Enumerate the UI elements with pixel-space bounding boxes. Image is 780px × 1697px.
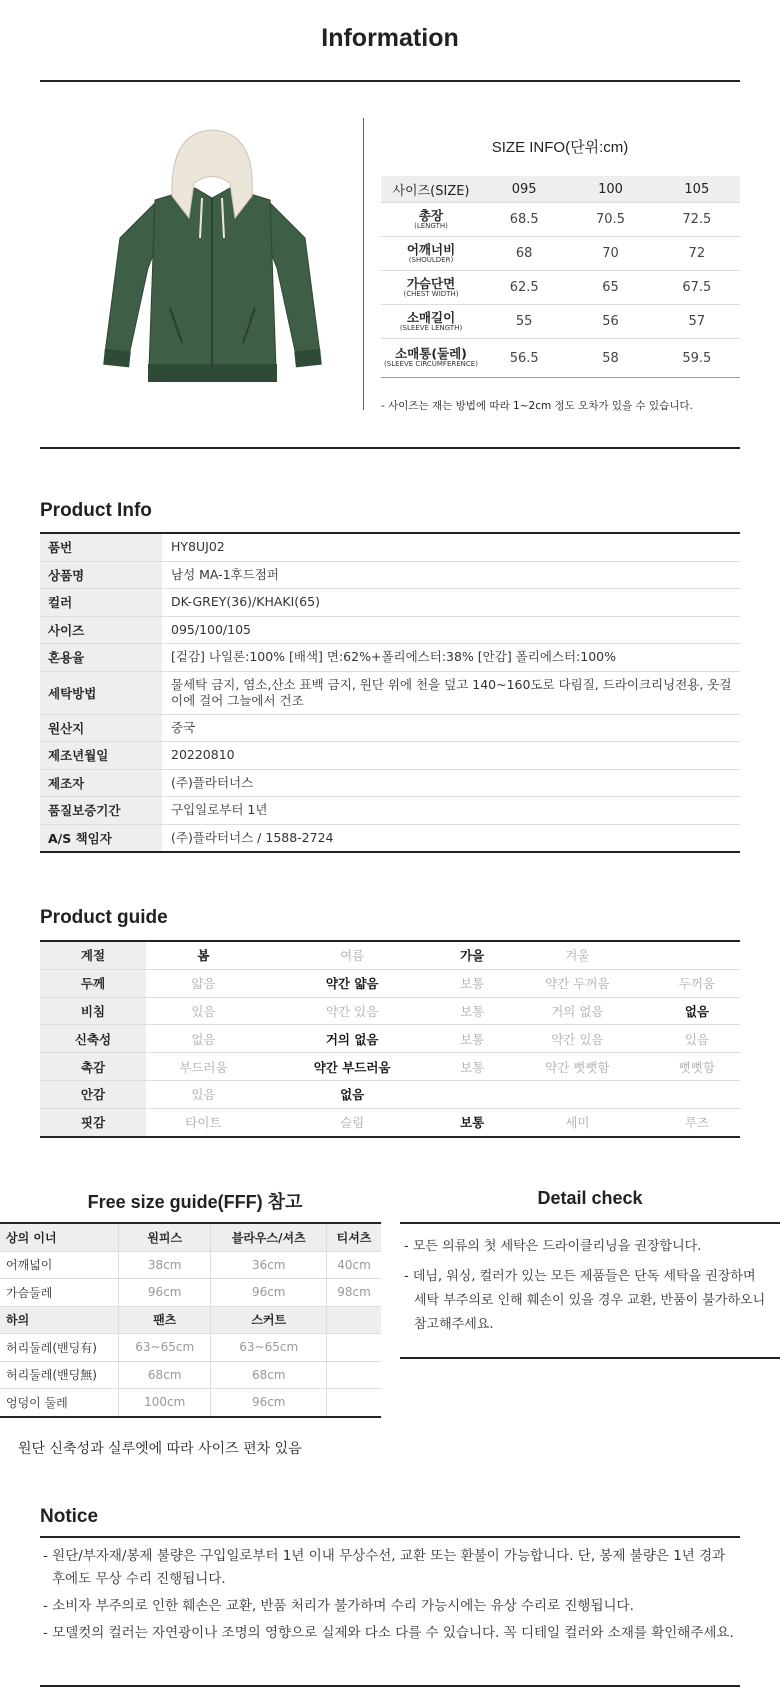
free-size-row bbox=[0, 1279, 381, 1307]
product-guide-option bbox=[654, 1080, 740, 1108]
free-size-note: 원단 신축성과 실루엣에 따라 사이즈 편차 있음 bbox=[18, 1441, 302, 1457]
product-guide-option: 거의 없음 bbox=[261, 1025, 444, 1053]
product-guide-option: 세미 bbox=[501, 1108, 654, 1136]
product-info-row bbox=[40, 616, 740, 644]
product-guide-option: 있음 bbox=[146, 1080, 261, 1108]
product-guide-option: 약간 있음 bbox=[261, 997, 444, 1025]
size-row-label-en: (SLEEVE LENGTH) bbox=[399, 323, 463, 332]
product-info-value: [겉감] 나일론:100% [배색] 면:62%+폴리에스터:38% [안감] 폴리에스터:100% bbox=[163, 644, 741, 672]
free-size-cell: 하의 bbox=[0, 1306, 119, 1334]
free-size-cell bbox=[327, 1306, 381, 1334]
size-value-cell: 68.5 bbox=[481, 203, 567, 237]
free-size-cell: 96cm bbox=[211, 1279, 327, 1307]
notice-top-rule bbox=[40, 1536, 740, 1538]
size-value-cell: 57 bbox=[654, 305, 740, 339]
size-value-cell: 72 bbox=[654, 237, 740, 271]
size-row bbox=[381, 203, 740, 237]
size-value-cell: 56 bbox=[567, 305, 653, 339]
product-guide-option: 두꺼움 bbox=[654, 969, 740, 997]
product-guide-row bbox=[40, 969, 740, 997]
free-size-cell bbox=[327, 1389, 381, 1417]
product-guide-option: 얇음 bbox=[146, 969, 261, 997]
size-value-cell: 67.5 bbox=[654, 271, 740, 305]
product-info-key: 컬러 bbox=[40, 589, 163, 617]
free-size-cell: 팬츠 bbox=[119, 1306, 211, 1334]
free-size-cell: 96cm bbox=[211, 1389, 327, 1417]
product-guide-option bbox=[654, 941, 740, 969]
free-size-guide-title: Free size guide(FFF) 참고 bbox=[87, 1192, 303, 1212]
product-info-value: 물세탁 금지, 염소,산소 표백 금지, 원단 위에 천을 덮고 140~160도로 다림질, 드라이크리닝전용, 옷걸이에 걸어 그늘에서 건조 bbox=[163, 671, 741, 714]
product-guide-option: 타이트 bbox=[146, 1108, 261, 1136]
product-guide-option: 약간 얇음 bbox=[261, 969, 444, 997]
product-guide-table bbox=[40, 940, 740, 1138]
size-value-cell: 70.5 bbox=[567, 203, 653, 237]
product-info-key: 상품명 bbox=[40, 561, 163, 589]
right-cuff bbox=[294, 349, 322, 368]
size-row-label-en: (LENGTH) bbox=[414, 221, 448, 230]
size-value-cell: 70 bbox=[567, 237, 653, 271]
free-size-cell: 68cm bbox=[119, 1361, 211, 1389]
left-cuff bbox=[103, 349, 131, 368]
free-size-cell: 98cm bbox=[327, 1279, 381, 1307]
product-info-value: DK-GREY(36)/KHAKI(65) bbox=[163, 589, 741, 617]
detail-check-top-rule bbox=[400, 1222, 780, 1224]
product-info-title: Product Info bbox=[40, 500, 152, 521]
product-guide-row bbox=[40, 941, 740, 969]
product-guide-option: 있음 bbox=[654, 1025, 740, 1053]
free-size-cell: 어깨넓이 bbox=[0, 1251, 119, 1279]
product-guide-row bbox=[40, 1053, 740, 1081]
product-guide-option: 약간 있음 bbox=[501, 1025, 654, 1053]
product-guide-key: 비침 bbox=[40, 997, 146, 1025]
product-info-key: 제조자 bbox=[40, 769, 163, 797]
notice-list bbox=[40, 1545, 740, 1649]
product-info-row bbox=[40, 742, 740, 770]
free-size-cell: 엉덩이 둘레 bbox=[0, 1389, 119, 1417]
product-info-key: 품질보증기간 bbox=[40, 797, 163, 825]
information-top-rule bbox=[40, 80, 740, 82]
notice-item: - 소비자 부주의로 인한 훼손은 교환, 반품 처리가 불가하며 수리 가능시에는 유상 수리로 진행됩니다. bbox=[43, 1598, 634, 1614]
product-guide-option: 여름 bbox=[261, 941, 444, 969]
detail-check-bottom-rule bbox=[400, 1357, 780, 1359]
size-value-cell: 72.5 bbox=[654, 203, 740, 237]
size-row-label-ko: 소매길이 bbox=[406, 309, 456, 325]
product-info-value: 남성 MA-1후드점퍼 bbox=[163, 561, 741, 589]
size-row-label bbox=[381, 305, 481, 339]
size-row-label-ko: 총장 bbox=[418, 207, 444, 223]
information-divider bbox=[363, 118, 364, 410]
product-info-key: 원산지 bbox=[40, 714, 163, 742]
product-info-row bbox=[40, 714, 740, 742]
information-bottom-rule bbox=[40, 447, 740, 449]
size-row bbox=[381, 271, 740, 305]
product-info-row bbox=[40, 644, 740, 672]
free-size-cell: 티셔츠 bbox=[327, 1223, 381, 1251]
detail-check-item: - 모든 의류의 첫 세탁은 드라이클리닝을 권장합니다. bbox=[404, 1239, 702, 1254]
size-header-cell: 100 bbox=[567, 176, 653, 203]
free-size-cell bbox=[327, 1334, 381, 1362]
product-guide-option: 겨울 bbox=[501, 941, 654, 969]
size-row-label-en: (CHEST WIDTH) bbox=[403, 289, 459, 298]
free-size-cell bbox=[327, 1361, 381, 1389]
size-row-label-en: (SLEEVE CIRCUMFERENCE) bbox=[384, 360, 478, 369]
product-guide-row bbox=[40, 997, 740, 1025]
product-guide-option: 루즈 bbox=[654, 1108, 740, 1136]
notice-item: - 모델컷의 컬러는 자연광이나 조명의 영향으로 실제와 다소 다를 수 있습니다. 꼭 디테일 컬러와 소재를 확인해주세요. bbox=[43, 1625, 734, 1641]
product-info-row bbox=[40, 561, 740, 589]
free-size-row bbox=[0, 1361, 381, 1389]
free-size-cell: 스커트 bbox=[211, 1306, 327, 1334]
product-guide-row bbox=[40, 1025, 740, 1053]
size-row-label-ko: 어깨너비 bbox=[406, 241, 456, 257]
product-guide-option: 약간 두꺼움 bbox=[501, 969, 654, 997]
detail-check-title: Detail check bbox=[537, 1188, 643, 1208]
product-info-row bbox=[40, 797, 740, 825]
free-size-cell: 63~65cm bbox=[211, 1334, 327, 1362]
size-row bbox=[381, 237, 740, 271]
product-guide-option: 있음 bbox=[146, 997, 261, 1025]
product-guide-title: Product guide bbox=[40, 907, 168, 928]
size-value-cell: 65 bbox=[567, 271, 653, 305]
size-value-cell: 56.5 bbox=[481, 339, 567, 378]
size-value-cell: 59.5 bbox=[654, 339, 740, 378]
free-size-cell: 96cm bbox=[119, 1279, 211, 1307]
product-info-value: HY8UJ02 bbox=[163, 533, 741, 561]
product-info-key: 품번 bbox=[40, 533, 163, 561]
product-guide-option: 없음 bbox=[261, 1080, 444, 1108]
product-guide-option: 약간 부드러움 bbox=[261, 1053, 444, 1081]
free-size-cell: 허리둘레(밴딩有) bbox=[0, 1334, 119, 1362]
size-header-cell: 095 bbox=[481, 176, 567, 203]
free-size-cell: 허리둘레(밴딩無) bbox=[0, 1361, 119, 1389]
size-info-title: SIZE INFO(단위:cm) bbox=[491, 139, 629, 156]
product-guide-key: 촉감 bbox=[40, 1053, 146, 1081]
product-guide-option bbox=[501, 1080, 654, 1108]
product-guide-option: 보통 bbox=[443, 1025, 500, 1053]
product-info-row bbox=[40, 589, 740, 617]
free-size-row bbox=[0, 1251, 381, 1279]
product-info-row bbox=[40, 824, 740, 852]
product-info-value: (주)플라터너스 / 1588-2724 bbox=[163, 824, 741, 852]
size-note: - 사이즈는 재는 방법에 따라 1~2cm 정도 오차가 있을 수 있습니다. bbox=[381, 400, 693, 412]
product-info-row bbox=[40, 671, 740, 714]
free-size-cell: 40cm bbox=[327, 1251, 381, 1279]
size-value-cell: 62.5 bbox=[481, 271, 567, 305]
notice-item: - 원단/부자재/봉제 불량은 구입일로부터 1년 이내 무상수선, 교환 또는 환불이 가능합니다. 단, 봉제 불량은 1년 경과 후에도 무상 수리 진행됩니다. bbox=[43, 1548, 726, 1587]
size-header-label: 사이즈(SIZE) bbox=[381, 176, 481, 203]
size-value-cell: 58 bbox=[567, 339, 653, 378]
free-size-cell: 68cm bbox=[211, 1361, 327, 1389]
product-info-key: 세탁방법 bbox=[40, 671, 163, 714]
free-size-header-row bbox=[0, 1223, 381, 1251]
product-info-key: 혼용율 bbox=[40, 644, 163, 672]
product-info-key: 제조년월일 bbox=[40, 742, 163, 770]
product-info-table bbox=[40, 532, 740, 853]
detail-check-item: - 데님, 워싱, 컬러가 있는 모든 제품들은 단독 세탁을 권장하며 세탁 부주의로 인해 훼손이 있을 경우 교환, 반품이 불가하오니 참고해주세요. bbox=[404, 1269, 766, 1332]
free-size-cell: 상의 이너 bbox=[0, 1223, 119, 1251]
product-guide-option bbox=[443, 1080, 500, 1108]
size-value-cell: 55 bbox=[481, 305, 567, 339]
size-row bbox=[381, 305, 740, 339]
product-guide-option: 부드러움 bbox=[146, 1053, 261, 1081]
product-guide-option: 가을 bbox=[443, 941, 500, 969]
product-guide-row bbox=[40, 1108, 740, 1136]
notice-title: Notice bbox=[40, 1506, 99, 1527]
product-guide-option: 없음 bbox=[654, 997, 740, 1025]
product-guide-option: 봄 bbox=[146, 941, 261, 969]
product-guide-option: 보통 bbox=[443, 969, 500, 997]
size-row-label bbox=[381, 271, 481, 305]
product-info-value: 20220810 bbox=[163, 742, 741, 770]
product-guide-option: 보통 bbox=[443, 997, 500, 1025]
product-info-value: 095/100/105 bbox=[163, 616, 741, 644]
size-header-row bbox=[381, 176, 740, 203]
detail-check-list bbox=[400, 1235, 770, 1343]
product-guide-key: 신축성 bbox=[40, 1025, 146, 1053]
free-size-row bbox=[0, 1389, 381, 1417]
free-size-cell: 원피스 bbox=[119, 1223, 211, 1251]
free-size-cell: 36cm bbox=[211, 1251, 327, 1279]
product-info-value: (주)플라터너스 bbox=[163, 769, 741, 797]
free-size-cell: 63~65cm bbox=[119, 1334, 211, 1362]
size-header-cell: 105 bbox=[654, 176, 740, 203]
product-info-row bbox=[40, 769, 740, 797]
product-image bbox=[100, 128, 325, 408]
product-guide-option: 약간 뻣뻣함 bbox=[501, 1053, 654, 1081]
size-row-label bbox=[381, 203, 481, 237]
free-size-cell: 가슴둘레 bbox=[0, 1279, 119, 1307]
product-guide-option: 보통 bbox=[443, 1053, 500, 1081]
free-size-row bbox=[0, 1334, 381, 1362]
product-info-key: 사이즈 bbox=[40, 616, 163, 644]
size-row-label-ko: 가슴단면 bbox=[406, 275, 456, 291]
size-row bbox=[381, 339, 740, 378]
product-guide-option: 보통 bbox=[443, 1108, 500, 1136]
product-info-value: 구입일로부터 1년 bbox=[163, 797, 741, 825]
product-guide-key: 계절 bbox=[40, 941, 146, 969]
free-size-cell: 블라우스/셔츠 bbox=[211, 1223, 327, 1251]
notice-bottom-rule bbox=[40, 1685, 740, 1687]
product-guide-option: 뻣뻣함 bbox=[654, 1053, 740, 1081]
product-guide-key: 핏감 bbox=[40, 1108, 146, 1136]
product-guide-key: 안감 bbox=[40, 1080, 146, 1108]
information-title: Information bbox=[321, 24, 459, 52]
product-guide-key: 두께 bbox=[40, 969, 146, 997]
size-info-table bbox=[381, 176, 740, 378]
free-size-header-row bbox=[0, 1306, 381, 1334]
size-row-label bbox=[381, 237, 481, 271]
size-value-cell: 68 bbox=[481, 237, 567, 271]
free-size-cell: 100cm bbox=[119, 1389, 211, 1417]
product-info-value: 중국 bbox=[163, 714, 741, 742]
free-size-cell: 38cm bbox=[119, 1251, 211, 1279]
free-size-guide-table bbox=[0, 1222, 381, 1418]
product-guide-row bbox=[40, 1080, 740, 1108]
product-guide-option: 거의 없음 bbox=[501, 997, 654, 1025]
size-row-label-ko: 소매통(둘레) bbox=[395, 346, 467, 362]
product-guide-option: 없음 bbox=[146, 1025, 261, 1053]
product-info-key: A/S 책임자 bbox=[40, 824, 163, 852]
product-info-row bbox=[40, 533, 740, 561]
size-row-label bbox=[381, 339, 481, 378]
size-row-label-en: (SHOULDER) bbox=[408, 255, 454, 264]
product-guide-option: 슬림 bbox=[261, 1108, 444, 1136]
